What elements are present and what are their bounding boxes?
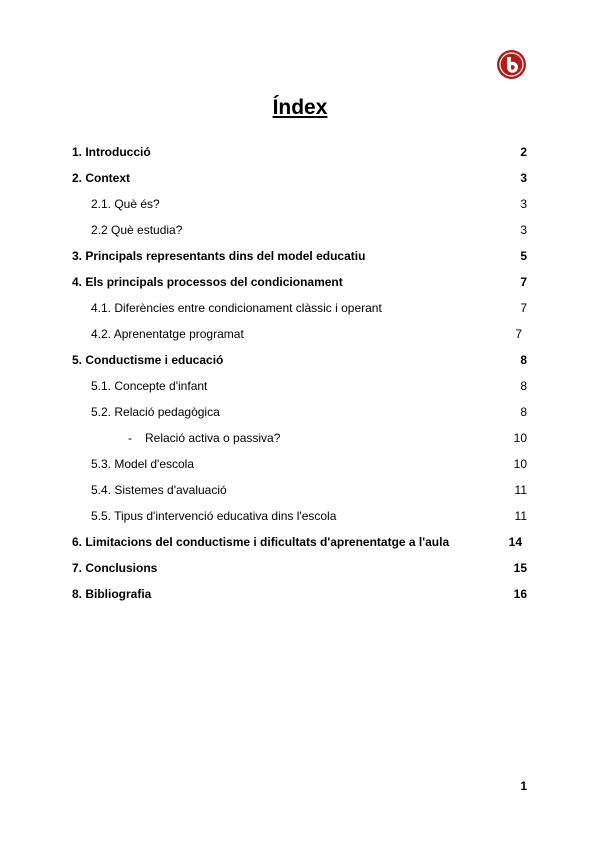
toc-entry-label: 7. Conclusions xyxy=(72,561,158,575)
toc-entry-label: 5.2. Relació pedagògica xyxy=(91,405,220,419)
toc-entry-label: 5.3. Model d'escola xyxy=(91,457,195,471)
toc-entry-page: 8 xyxy=(520,405,527,419)
toc-entry-page: 11 xyxy=(514,509,527,523)
publisher-logo-icon xyxy=(497,50,526,79)
toc-entry-label: 3. Principals representants dins del model educatiu xyxy=(72,249,366,263)
toc-entry-page: 7 xyxy=(520,301,527,315)
toc-entry-label: 5. Conductisme i educació xyxy=(72,353,224,367)
toc-entry-page: 15 xyxy=(513,561,527,575)
toc-entry-page: 8 xyxy=(520,379,527,393)
toc-entry-label: 2. Context xyxy=(72,171,131,185)
toc-entry-page: 11 xyxy=(514,483,527,497)
toc-entry-page: 10 xyxy=(513,431,527,445)
list-bullet: - xyxy=(128,431,132,445)
toc-entry-label: 5.4. Sistemes d'avaluació xyxy=(91,483,227,497)
toc-entry-page: 7 xyxy=(515,327,522,341)
toc-entry-label: 4.2. Aprenentatge programat xyxy=(91,327,244,341)
toc-entry-page: 16 xyxy=(513,587,527,601)
toc-entry-page: 2 xyxy=(520,145,527,159)
toc-entry-label: 5.1. Concepte d'infant xyxy=(91,379,208,393)
toc-entry-page: 3 xyxy=(520,223,527,237)
toc-entry-label: 4. Els principals processos del condicionament xyxy=(72,275,343,289)
toc-entry-page: 3 xyxy=(520,197,527,211)
toc-entry-page: 7 xyxy=(520,275,527,289)
toc-entry-label: 2.1. Què és? xyxy=(91,197,160,211)
toc-entry-label: 6. Limitacions del conductisme i dificultats d'aprenentatge a l'aula xyxy=(72,535,450,549)
toc-entry-label: 5.5. Tipus d'intervenció educativa dins l'escola xyxy=(91,509,337,523)
page-number: 1 xyxy=(520,779,527,793)
toc-entry-label: 4.1. Diferències entre condicionament clàssic i operant xyxy=(91,301,382,315)
toc-entry-label: 2.2 Què estudia? xyxy=(91,223,183,237)
toc-entry-label: 1. Introducció xyxy=(72,145,151,159)
toc-entry-page: 10 xyxy=(513,457,527,471)
page-title: Índex xyxy=(272,96,328,119)
toc-entry-label: Relació activa o passiva? xyxy=(145,431,281,445)
toc-subentry xyxy=(128,431,388,445)
toc-entry-page: 8 xyxy=(520,353,527,367)
toc-entry-page: 3 xyxy=(520,171,527,185)
toc-entry-label: 8. Bibliografia xyxy=(72,587,152,601)
toc-entry-page: 5 xyxy=(520,249,527,263)
toc-entry-page: 14 xyxy=(508,535,522,549)
